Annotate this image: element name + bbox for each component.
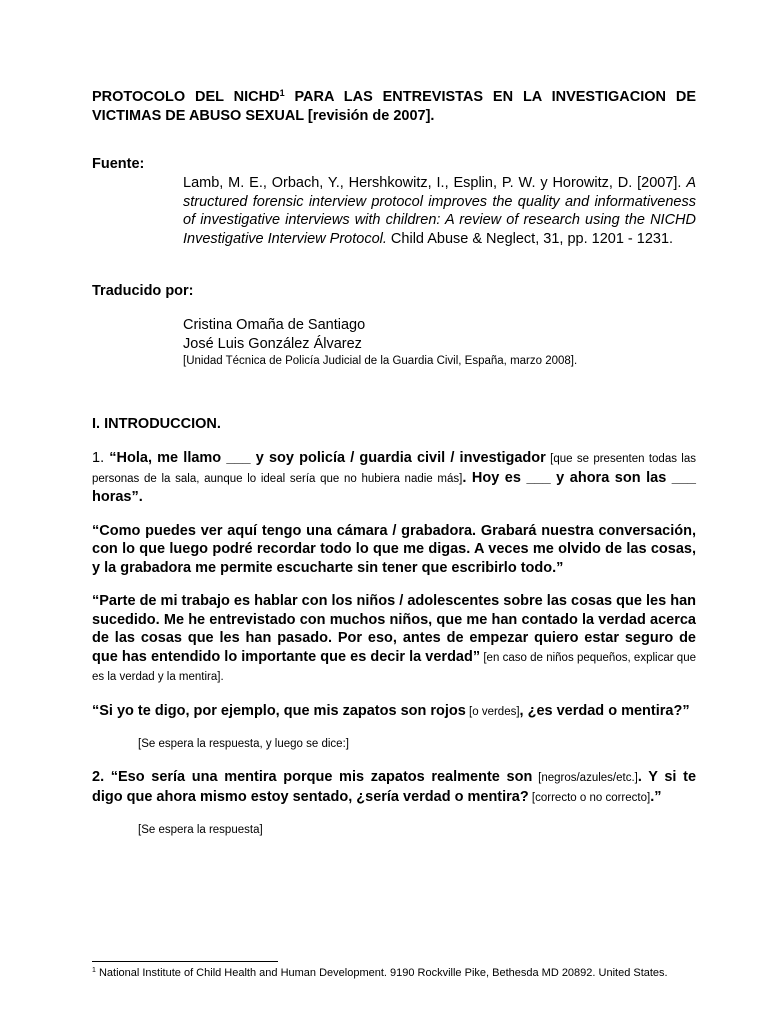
note-1: [Se espera la respuesta, y luego se dice:] bbox=[138, 738, 349, 750]
footnote: $^1$ National Institute of Child Health and Human Development. 9190 Rockville Pike, Bethesda MD 20892. United States. bbox=[92, 967, 668, 979]
translator-2: José Luis González Álvarez bbox=[183, 335, 362, 352]
footnote-number: 1 bbox=[92, 967, 96, 974]
footnote-divider bbox=[92, 961, 278, 962]
section-heading: I. INTRODUCCION. bbox=[92, 416, 221, 432]
paragraph-2: “Como puedes ver aquí tengo una cámara / grabadora. Grabará nuestra conversación, con lo que luego podré recordar todo lo que me digas. A veces me olvido de las cosas, y la grabadora me permite escucharte sin tener que escribirlo todo.” bbox=[92, 522, 696, 576]
article-title: A structured forensic interview protocol improves the quality and informativeness of investigative interviews with children: A review of research using the NICHD Investigative Interview Protocol. bbox=[183, 175, 696, 247]
source-citation: Lamb, M. E., Orbach, Y., Hershkowitz, I., Esplin, P. W. y Horowitz, D. [2007]. A structured forensic interview protocol improves the quality and informativeness of investigative interviews with children: A review of research using the NICHD Investigative Interview Protocol. Child Abuse & Neglect, 31, pp. 1201 - 1231. bbox=[183, 175, 696, 247]
source-label: Fuente: bbox=[92, 156, 145, 172]
translator-affiliation: [Unidad Técnica de Policía Judicial de la Guardia Civil, España, marzo 2008]. bbox=[183, 355, 578, 367]
paragraph-4: “Si yo te digo, por ejemplo, que mis zapatos son rojos [o verdes], ¿es verdad o mentira?” bbox=[92, 702, 690, 719]
note-2: [Se espera la respuesta] bbox=[138, 824, 263, 836]
footnote-ref: 1 bbox=[279, 88, 285, 98]
document-page bbox=[92, 88, 696, 838]
paragraph-5: 2. “Eso sería una mentira porque mis zapatos realmente son [negros/azules/etc.]. Y si te digo que ahora mismo estoy sentado, ¿sería verdad o mentira? [correcto o no correcto].” bbox=[92, 769, 697, 805]
translation-label: Traducido por: bbox=[92, 283, 194, 299]
document-title: PROTOCOLO DEL NICHD$^1$ PARA LAS ENTREVISTAS EN LA INVESTIGACION DE VICTIMAS DE ABUSO SEXUAL [revisión de 2007]. bbox=[92, 88, 696, 124]
paragraph-1: 1. “Hola, me llamo ___ y soy policía / guardia civil / investigador [que se presenten todas las personas de la sala, aunque lo ideal sería que no hubiera nadie más]. Hoy es ___ y ahora son las ___ horas”. bbox=[92, 450, 697, 505]
paragraph-3: “Parte de mi trabajo es hablar con los niños / adolescentes sobre las cosas que les han sucedido. Me he entrevistado con muchos niños, que me han contado la verdad acerca de las cosas que les han pasado. Por eso, antes de empezar quiero estar seguro de que has entendido lo importante que es decir la verdad” [en caso de niños pequeños, explicar que es la verdad y la mentira]. bbox=[92, 593, 696, 683]
translator-1: Cristina Omaña de Santiago bbox=[183, 317, 366, 333]
